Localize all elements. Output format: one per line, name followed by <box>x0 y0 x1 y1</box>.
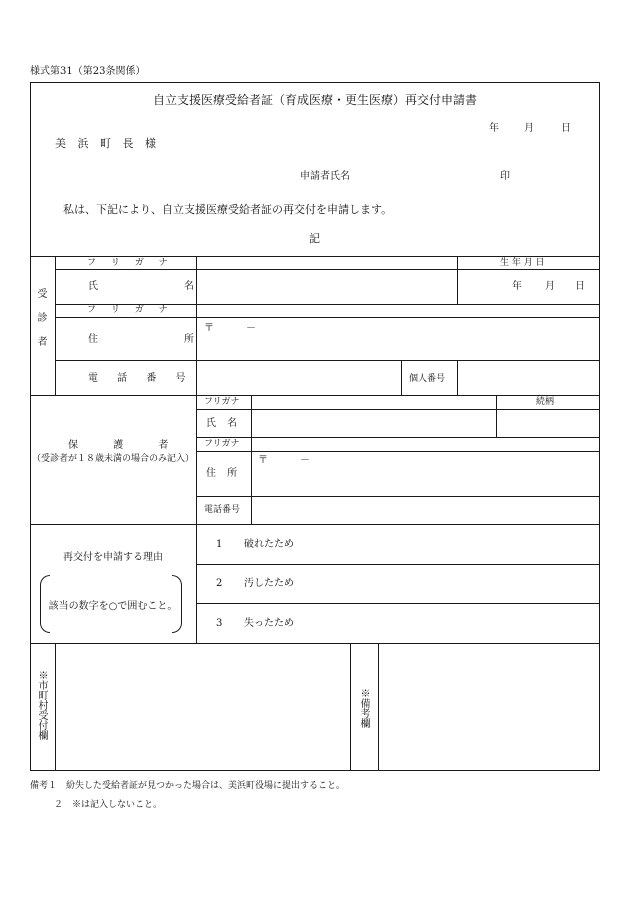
applicant-name-label: 申請者氏名 <box>300 171 350 182</box>
guardian-furigana-label: フリガナ <box>204 397 240 407</box>
reason-label: 再交付を申請する理由 <box>63 552 163 563</box>
ki-label: 記 <box>309 232 320 245</box>
patient-furigana2-label: フ リ ガ ナ <box>87 305 174 315</box>
birth-month-label: 月 <box>545 281 555 292</box>
personal-number-label: 個人番号 <box>409 374 446 384</box>
patient-phone-label: 電 話 番 号 <box>88 373 194 384</box>
guardian-address-label: 住 所 <box>206 468 242 479</box>
birth-day-label: 日 <box>575 281 585 292</box>
date-year-label: 年 <box>489 123 499 134</box>
remarks-label: ※備考欄 <box>358 688 369 728</box>
birth-year-label: 年 <box>512 281 522 292</box>
guardian-label: 保 護 者 <box>68 440 185 451</box>
reason-option-2-text: 汚したため <box>244 578 294 589</box>
reason-option-3-num: 3 <box>216 618 223 629</box>
date-month-label: 月 <box>524 123 534 134</box>
form-frame <box>30 82 600 771</box>
patient-name-label: 氏 名 <box>88 281 232 292</box>
reason-option-1-num: 1 <box>216 539 223 550</box>
reason-option-1-text: 破れたため <box>244 539 294 550</box>
form-title: 自立支援医療受給者証（育成医療・更生医療）再交付申請書 <box>152 93 477 107</box>
addressee: 美 浜 町 長 様 <box>55 137 160 150</box>
note-1: 備考１ 紛失した受給者証が見つかった場合は、美浜町役場に提出すること。 <box>30 781 346 791</box>
birthdate-header: 生 年 月 日 <box>500 258 545 268</box>
patient-furigana-label: フ リ ガ ナ <box>87 258 174 268</box>
note-2: ２ ※は記入しないこと。 <box>54 800 163 810</box>
form-number: 様式第31（第23条関係） <box>30 66 146 77</box>
guardian-postal-dash: － <box>300 455 310 466</box>
reason-option-2-num: 2 <box>216 578 223 589</box>
patient-section-label: 受診者 <box>35 288 46 360</box>
guardian-furigana2-label: フリガナ <box>204 439 240 449</box>
seal-mark: 印 <box>500 171 510 182</box>
patient-postal-dash: － <box>246 323 256 334</box>
patient-postal-mark: 〒 <box>204 323 214 334</box>
guardian-postal-mark: 〒 <box>258 455 268 466</box>
guardian-phone-label: 電話番号 <box>204 505 241 515</box>
patient-address-label: 住 所 <box>88 334 232 345</box>
guardian-note: （受診者が１８歳未満の場合のみ記入） <box>32 454 195 464</box>
guardian-name-label: 氏 名 <box>206 418 242 429</box>
statement: 私は、下記により、自立支援医療受給者証の再交付を申請します。 <box>63 203 393 216</box>
reception-label: ※市町村受付欄 <box>36 670 47 740</box>
reason-instruction: 該当の数字を○で囲むこと。 <box>48 601 178 612</box>
guardian-relationship-label: 続柄 <box>536 397 555 407</box>
date-day-label: 日 <box>561 123 571 134</box>
reason-option-3-text: 失ったため <box>244 618 294 629</box>
